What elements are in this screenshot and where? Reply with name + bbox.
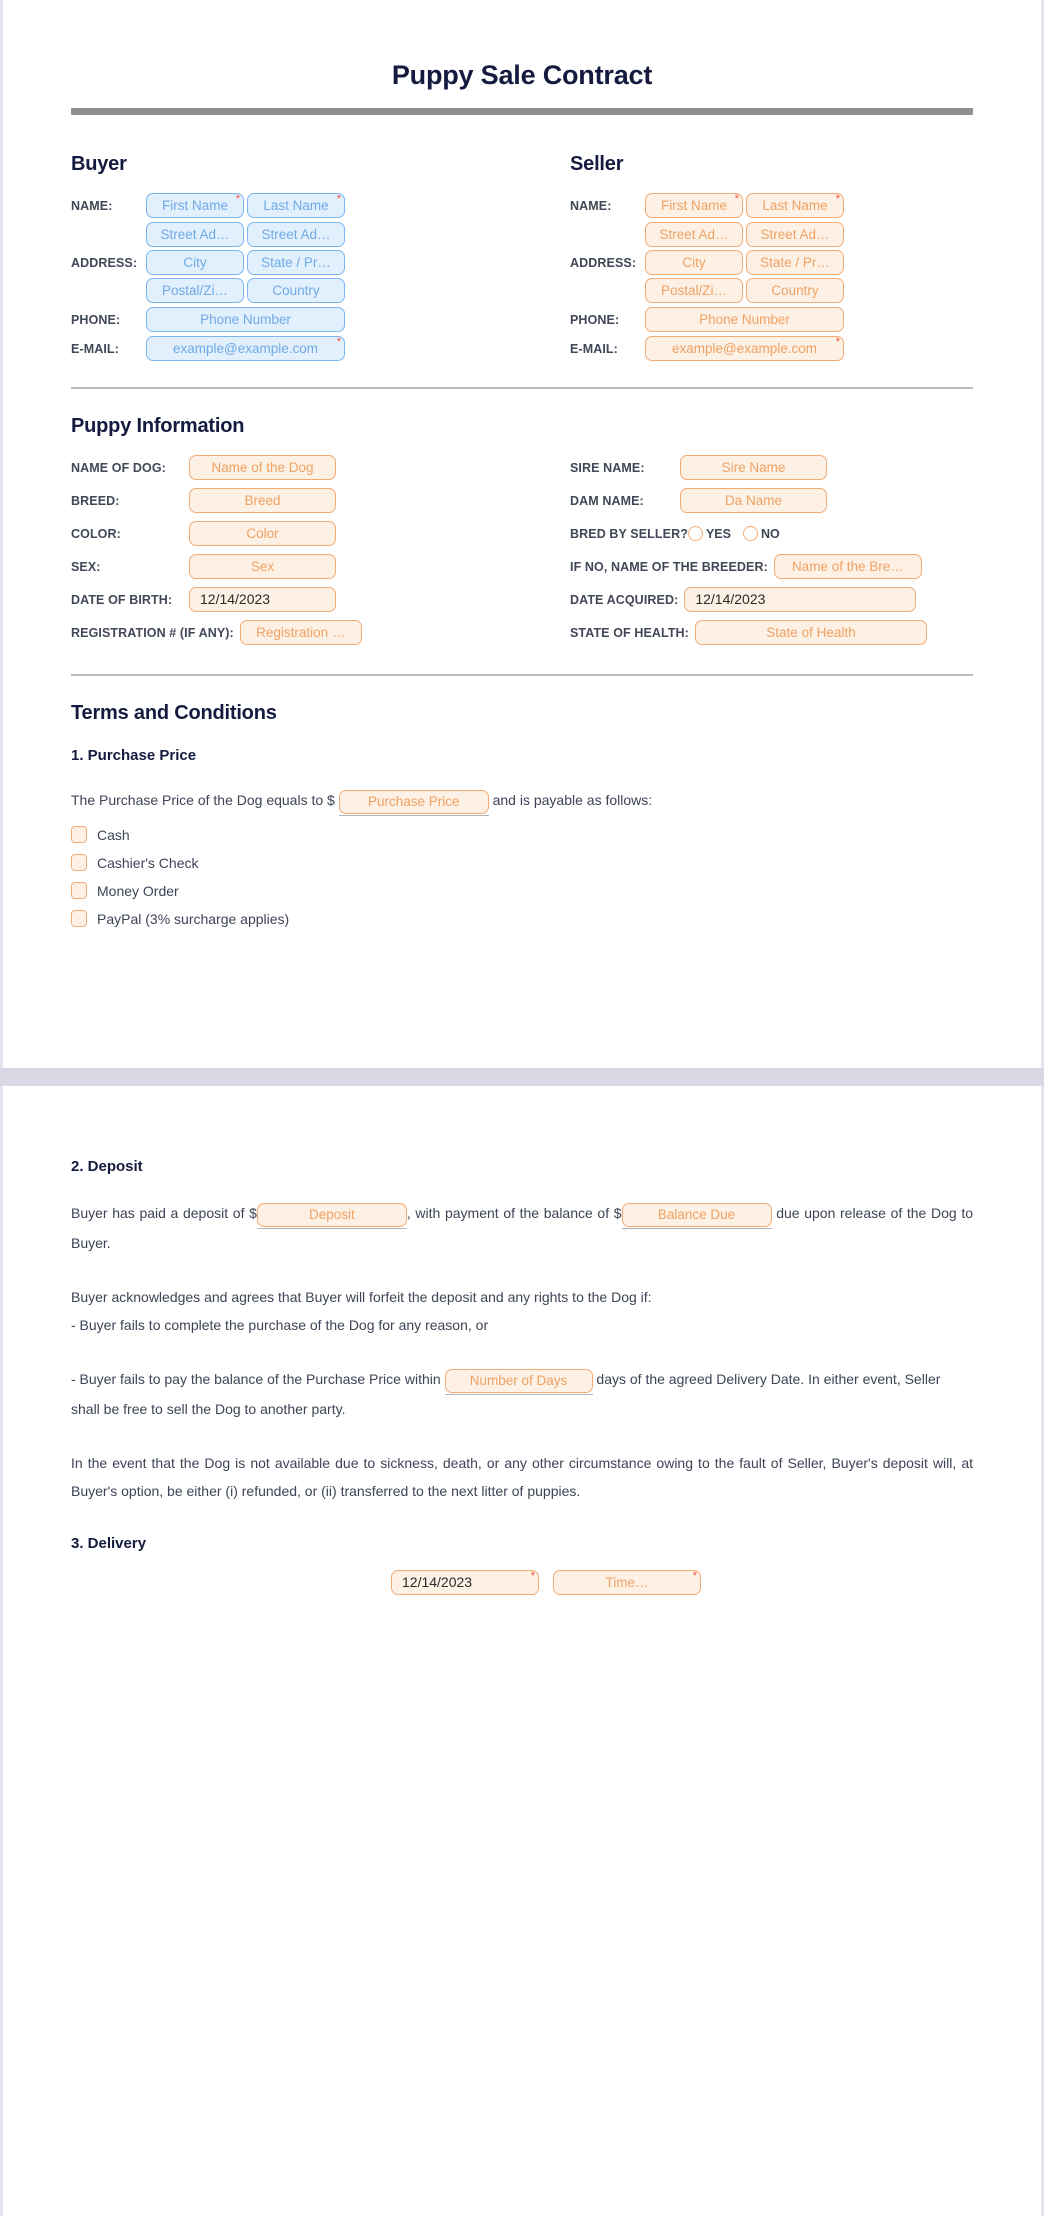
seller-email-row: [570, 336, 973, 361]
payment-option-row[interactable]: [71, 849, 973, 877]
page-break: [0, 1068, 1044, 1086]
buyer-last-name-input[interactable]: [247, 193, 345, 218]
deposit-text-before: Buyer has paid a deposit of $: [71, 1205, 257, 1221]
required-asterisk: *: [336, 336, 341, 348]
forfeit-bullet-2: [71, 1365, 973, 1423]
terms-heading: Terms and Conditions: [71, 702, 277, 724]
bred-no-radio[interactable]: [743, 526, 758, 541]
page-2: [0, 1086, 1044, 2216]
seller-heading: Seller: [570, 153, 624, 175]
seller-first-name-placeholder: First Name: [660, 198, 727, 213]
seller-email-input[interactable]: [645, 336, 844, 361]
required-asterisk: *: [530, 1569, 535, 1582]
required-asterisk: *: [835, 336, 840, 348]
deposit-input[interactable]: Deposit: [257, 1203, 407, 1227]
state-of-health-label: STATE OF HEALTH:: [570, 625, 689, 640]
deposit-text-mid: , with payment of the balance of $: [406, 1205, 622, 1221]
breed-label: BREED:: [71, 493, 120, 508]
buyer-name-row: [71, 193, 522, 218]
parties-section: [71, 115, 973, 365]
date-acquired-input[interactable]: 12/14/2023: [684, 587, 916, 612]
buyer-address-label: ADDRESS:: [71, 255, 138, 270]
breeder-name-input[interactable]: Name of the Bre…: [774, 554, 922, 579]
buyer-name-label: NAME:: [71, 198, 113, 213]
seller-last-name-placeholder: Last Name: [762, 198, 828, 213]
unavailable-dog-paragraph: In the event that the Dog is not available due to sickness, death, or any other circumstance owing to the fault of Seller, Buyer's deposit will, at Buyer's option, be either (i) refunded, or (ii) transferred to the next litter of puppies.: [71, 1454, 973, 1499]
page-1: [0, 0, 1044, 1068]
bred-by-seller-label: BRED BY SELLER?: [570, 526, 688, 541]
state-of-health-input[interactable]: State of Health: [695, 620, 927, 645]
required-asterisk: *: [835, 193, 840, 205]
payment-option-label: Money Order: [97, 882, 179, 899]
required-asterisk: *: [734, 193, 739, 205]
seller-postal-input[interactable]: Postal/Zi…: [645, 278, 743, 303]
registration-row: [71, 619, 522, 646]
checkbox-paypal[interactable]: [71, 910, 87, 927]
seller-email-placeholder: example@example.com: [671, 341, 817, 356]
buyer-street2-input[interactable]: Street Ad…: [247, 222, 345, 247]
purchase-price-paragraph: [71, 786, 973, 816]
registration-input[interactable]: Registration …: [240, 620, 362, 645]
date-of-birth-row: [71, 586, 522, 613]
color-label: COLOR:: [71, 526, 121, 541]
seller-phone-input[interactable]: Phone Number: [645, 307, 844, 332]
seller-name-row: [570, 193, 973, 218]
payment-option-label: PayPal (3% surcharge applies): [97, 910, 290, 927]
purchase-price-text-after: and is payable as follows:: [492, 792, 653, 808]
seller-name-label: NAME:: [570, 198, 612, 213]
payment-option-row[interactable]: [71, 905, 973, 933]
buyer-email-placeholder: example@example.com: [172, 341, 318, 356]
buyer-first-name-input[interactable]: [146, 193, 244, 218]
name-of-dog-row: [71, 454, 522, 481]
buyer-phone-input[interactable]: Phone Number: [146, 307, 345, 332]
bred-no-label: NO: [760, 526, 780, 541]
forfeit-paragraph: Buyer acknowledges and agrees that Buyer will forfeit the deposit and any rights to the Dog if:: [71, 1288, 652, 1305]
sex-input[interactable]: Sex: [189, 554, 336, 579]
registration-label: REGISTRATION # (IF ANY):: [71, 625, 234, 640]
delivery-date-value: 12/14/2023: [402, 1573, 473, 1590]
seller-block: [522, 153, 973, 365]
state-of-health-row: [570, 619, 973, 646]
breeder-name-label: IF NO, NAME OF THE BREEDER:: [570, 559, 768, 574]
bred-yes-radio[interactable]: [688, 526, 703, 541]
dam-name-input[interactable]: Da Name: [680, 488, 827, 513]
buyer-street1-input[interactable]: Street Ad…: [146, 222, 244, 247]
payment-option-row[interactable]: [71, 877, 973, 905]
sex-label: SEX:: [71, 559, 101, 574]
date-of-birth-input[interactable]: 12/14/2023: [189, 587, 336, 612]
name-of-dog-input[interactable]: Name of the Dog: [189, 455, 336, 480]
number-of-days-input[interactable]: Number of Days: [445, 1369, 593, 1393]
purchase-price-text-before: The Purchase Price of the Dog equals to $: [71, 792, 335, 808]
payment-option-label: Cash: [97, 826, 130, 843]
forfeit-bullet-1: - Buyer fails to complete the purchase of the Dog for any reason, or: [71, 1316, 489, 1333]
buyer-address-row: [71, 222, 522, 303]
seller-phone-label: PHONE:: [570, 312, 620, 327]
puppy-information-heading: Puppy Information: [71, 415, 245, 437]
terms-section: [71, 676, 973, 933]
color-input[interactable]: Color: [189, 521, 336, 546]
dam-name-row: [570, 487, 973, 514]
seller-address-row: [570, 222, 973, 303]
color-row: [71, 520, 522, 547]
buyer-phone-row: [71, 307, 522, 332]
seller-last-name-input[interactable]: [746, 193, 844, 218]
dam-name-label: DAM NAME:: [570, 493, 644, 508]
checkbox-money-order[interactable]: [71, 882, 87, 899]
buyer-block: [71, 153, 522, 365]
page-title: Puppy Sale Contract: [391, 60, 653, 90]
delivery-time-input[interactable]: [553, 1570, 701, 1595]
seller-street2-input[interactable]: Street Ad…: [746, 222, 844, 247]
seller-street1-input[interactable]: Street Ad…: [645, 222, 743, 247]
seller-email-label: E-MAIL:: [570, 341, 618, 356]
payment-option-label: Cashier's Check: [97, 854, 199, 871]
bullet2-text-before: - Buyer fails to pay the balance of the Purchase Price within: [71, 1370, 441, 1387]
required-asterisk: *: [235, 193, 240, 205]
required-asterisk: *: [336, 193, 341, 205]
sex-row: [71, 553, 522, 580]
puppy-left-column: [71, 454, 522, 652]
payment-method-options: [71, 821, 973, 933]
buyer-country-input[interactable]: Country: [247, 278, 345, 303]
sire-name-row: [570, 454, 973, 481]
seller-state-input[interactable]: State / Pr…: [746, 250, 844, 275]
clause-2-title: 2. Deposit: [71, 1158, 143, 1175]
delivery-date-input[interactable]: [391, 1570, 539, 1595]
buyer-email-row: [71, 336, 522, 361]
buyer-postal-input[interactable]: Postal/Zi…: [146, 278, 244, 303]
checkbox-cashiers-check[interactable]: [71, 854, 87, 871]
purchase-price-input[interactable]: Purchase Price: [339, 790, 489, 814]
buyer-heading: Buyer: [71, 153, 127, 175]
date-acquired-label: DATE ACQUIRED:: [570, 592, 679, 607]
required-asterisk: *: [692, 1569, 697, 1582]
puppy-right-column: [522, 454, 973, 652]
buyer-email-label: E-MAIL:: [71, 341, 119, 356]
buyer-phone-label: PHONE:: [71, 312, 121, 327]
bullet2-text-after: days of the agreed Delivery Date. In either event, Seller shall be free to sell the Dog to another party.: [71, 1370, 941, 1417]
bred-yes-label: YES: [705, 526, 731, 541]
seller-country-input[interactable]: Country: [746, 278, 844, 303]
seller-first-name-input[interactable]: [645, 193, 743, 218]
seller-address-label: ADDRESS:: [570, 255, 637, 270]
deposit-paragraph: [71, 1199, 973, 1257]
balance-due-input[interactable]: Balance Due: [622, 1203, 772, 1227]
clause-3-title: 3. Delivery: [71, 1534, 147, 1552]
date-of-birth-label: DATE OF BIRTH:: [71, 592, 173, 607]
date-acquired-row: [570, 586, 973, 613]
clause-1-title: 1. Purchase Price: [71, 747, 197, 764]
bred-by-seller-row: [570, 520, 973, 547]
buyer-first-name-placeholder: First Name: [161, 198, 228, 213]
breeder-name-row: [570, 553, 973, 580]
sire-name-input[interactable]: Sire Name: [680, 455, 827, 480]
breed-input[interactable]: Breed: [189, 488, 336, 513]
buyer-last-name-placeholder: Last Name: [263, 198, 329, 213]
payment-option-row[interactable]: [71, 821, 973, 849]
buyer-state-input[interactable]: State / Pr…: [247, 250, 345, 275]
buyer-city-input[interactable]: City: [146, 250, 244, 275]
sire-name-label: SIRE NAME:: [570, 460, 645, 475]
deposit-text-after: due upon release of the Dog to Buyer.: [71, 1205, 973, 1251]
buyer-email-input[interactable]: [146, 336, 345, 361]
delivery-fields-row: [71, 1570, 973, 1595]
seller-phone-row: [570, 307, 973, 332]
title-divider: [71, 108, 973, 115]
name-of-dog-label: NAME OF DOG:: [71, 460, 166, 475]
delivery-time-value: Time…: [605, 1574, 649, 1590]
checkbox-cash[interactable]: [71, 826, 87, 843]
puppy-information-section: [71, 389, 973, 652]
seller-city-input[interactable]: City: [645, 250, 743, 275]
breed-row: [71, 487, 522, 514]
